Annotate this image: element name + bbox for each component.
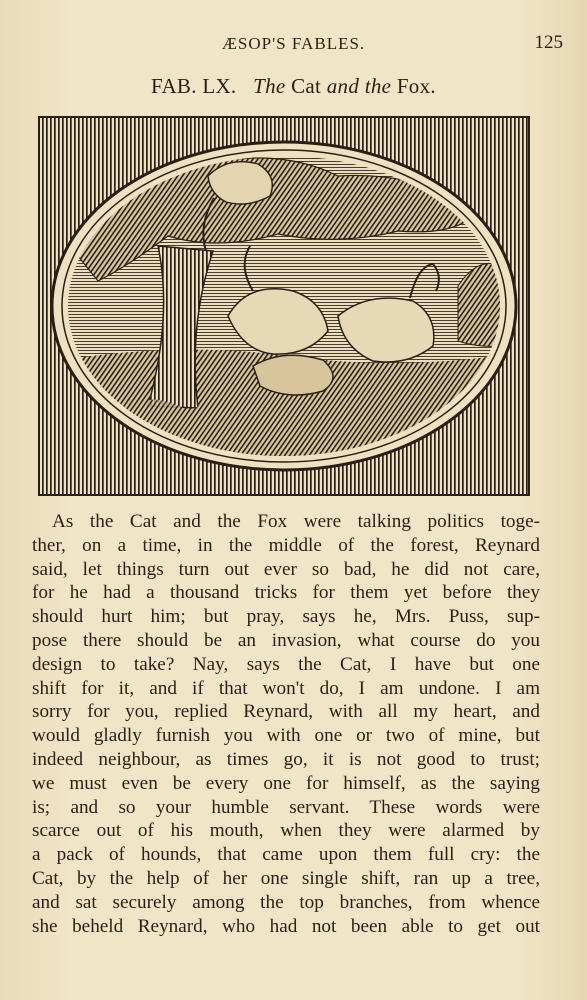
fable-title-fox: Fox. <box>396 74 436 98</box>
woodcut-illustration <box>38 116 530 496</box>
body-line: sorry for you, replied Reynard, with all my heart, and <box>32 701 540 723</box>
fable-body <box>32 510 540 938</box>
page-number: 125 <box>534 32 563 53</box>
fable-title <box>0 74 587 99</box>
body-line: scarce out of his mouth, when they were alarmed by <box>32 820 540 842</box>
running-head: ÆSOP'S FABLES. <box>221 34 366 53</box>
fable-title-the-2: the <box>364 74 392 98</box>
body-line: she beheld Reynard, who had not been able to get out <box>32 915 540 937</box>
body-line: should hurt him; but pray, says he, Mrs. Puss, sup- <box>32 606 540 628</box>
body-line: ther, on a time, in the middle of the forest, Reynard <box>32 534 540 556</box>
fable-title-cat: Cat <box>291 74 322 98</box>
body-line: and sat securely among the top branches, from whence <box>32 891 540 913</box>
body-line: Cat, by the help of her one single shift, ran up a tree, <box>32 867 540 889</box>
body-line: would gladly furnish you with one or two of mine, but <box>32 725 540 747</box>
body-line: a pack of hounds, that came upon them full cry: the <box>32 844 540 866</box>
fable-title-and: and <box>326 74 360 98</box>
body-line: indeed neighbour, as times go, it is not good to trust; <box>32 748 540 770</box>
body-line: shift for it, and if that won't do, I am undone. I am <box>32 677 540 699</box>
body-line: we must even be every one for himself, as the saying <box>32 772 540 794</box>
body-line: said, let things turn out ever so bad, he did not care, <box>32 558 540 580</box>
body-line: As the Cat and the Fox were talking politics toge- <box>52 511 540 532</box>
body-line: design to take? Nay, says the Cat, I have but one <box>32 653 540 675</box>
body-line: for he had a thousand tricks for them yet before they <box>32 582 540 604</box>
body-line: pose there should be an invasion, what course do you <box>32 629 540 651</box>
fable-number: FAB. LX. <box>151 74 237 98</box>
body-line: is; and so your humble servant. These words were <box>32 796 540 818</box>
fable-title-the: The <box>253 74 286 98</box>
